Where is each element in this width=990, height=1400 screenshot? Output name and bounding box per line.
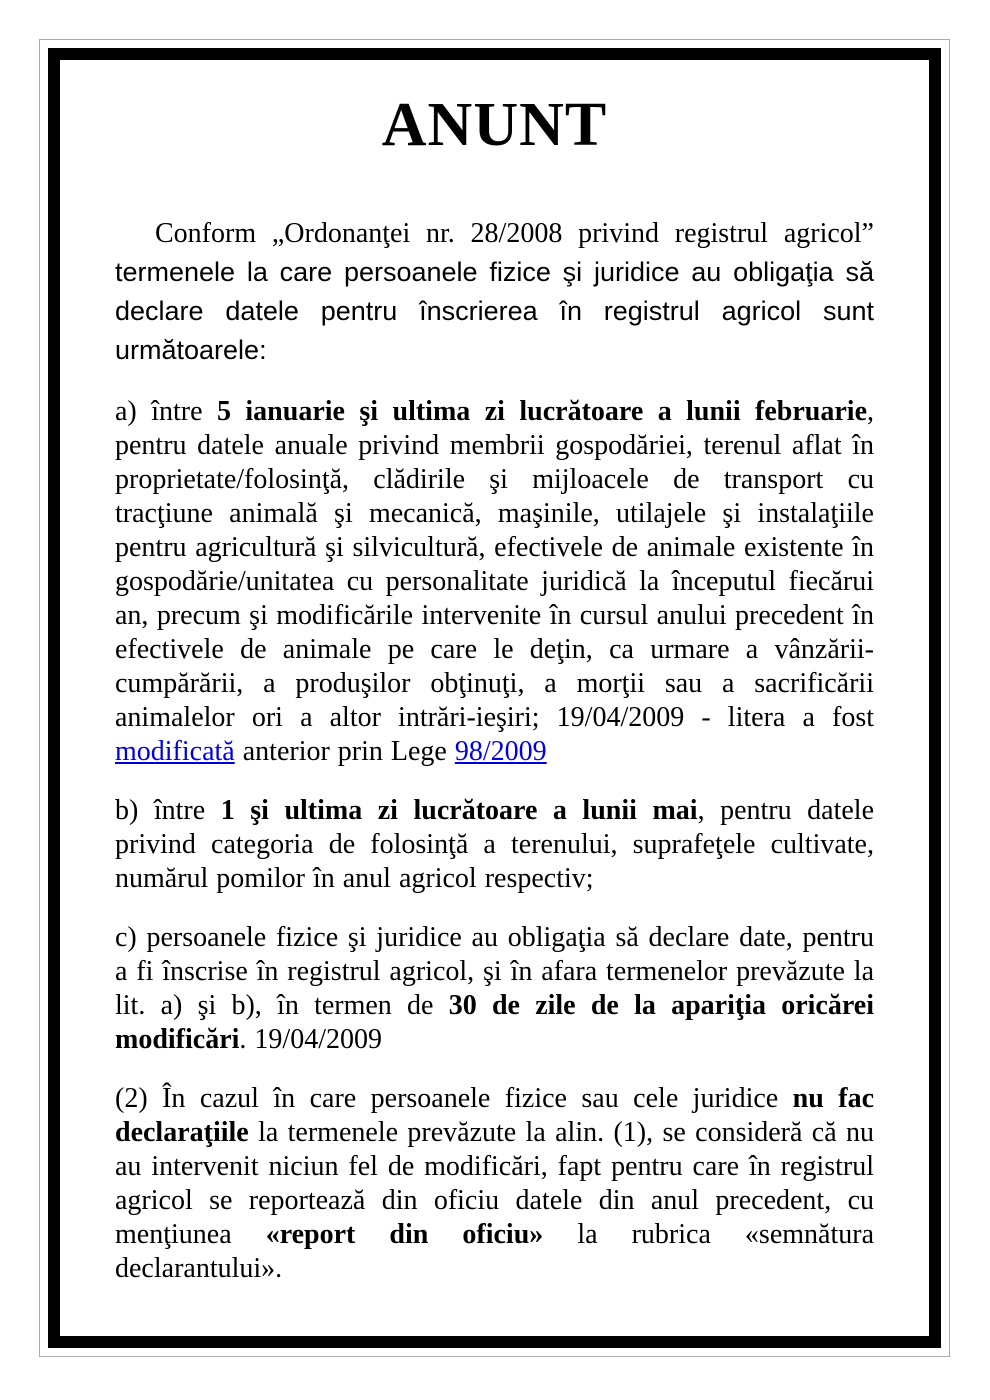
page-title: ANUNT [381, 91, 608, 159]
text-run: a) între [115, 396, 217, 427]
document-paragraphs [115, 214, 874, 1286]
text-run: la rubrica «semnătura declarantului». [115, 1219, 874, 1284]
inline-link[interactable]: modificată [115, 736, 235, 767]
bold-text-run: 5 ianuarie şi ultima zi lucrătoare a lunii februarie [216, 396, 868, 427]
bold-text-run: 1 şi ultima zi lucrătoare a lunii mai [220, 795, 698, 826]
text-run: la termenele prevăzute la alin. (1), se consideră că nu au intervenit niciun fel de modificări, fapt pentru care în registrul agricol se reportează din oficiu datele din anul precedent, cu menţiunea [115, 1117, 874, 1250]
text-run: , pentru datele anuale privind membrii gospodăriei, terenul aflat în proprietate/folosinţă, clădirile şi mijloacele de transport cu tracţiune animală şi mecanică, maşinile, utilajele şi instalaţiile pentru agricultură şi silvicultură, efectivele de animale existente în gospodărie/unitatea cu personalitate juridică la începutul fiecărui an, precum şi modificările intervenite în cursul anului precedent în efectivele de animale pe care le deţin, ca urmare a vânzării-cumpărării, a produşilor obţinuţi, a morţii sau a sacrificării animalelor ori a altor intrări-ieşiri; 19/04/2009 - litera a fost [115, 396, 875, 733]
document-black-frame [48, 48, 941, 1348]
paragraph-intro [115, 214, 874, 370]
text-run: c) persoanele fizice şi juridice au obligaţia să declare date, pentru a fi înscrise în registrul agricol, şi în afara termenelor prevăzute la lit. a) şi b), în termen de [115, 922, 874, 1021]
paragraph-item-a [115, 395, 874, 769]
bold-text-run: nu fac declaraţiile [115, 1083, 874, 1148]
text-run: termenele la care persoanele fizice şi juridice au obligaţia să declare datele pentru înscrierea în registrul agricol sunt următoarele: [115, 257, 874, 365]
text-run: Conform „Ordonanţei nr. 28/2008 privind registrul agricol” [155, 218, 874, 249]
inline-link[interactable]: 98/2009 [454, 736, 547, 767]
text-run: anterior prin Lege [234, 736, 455, 767]
paragraph-item-c [115, 921, 874, 1057]
text-run: b) între [115, 795, 221, 826]
text-run: , pentru datele privind categoria de folosinţă a terenului, suprafeţele cultivate, numărul pomilor în anul agricol respectiv; [115, 795, 874, 894]
bold-text-run: «report din oficiu» [265, 1219, 544, 1250]
document-outer-frame [39, 39, 950, 1357]
text-run: (2) În cazul în care persoanele fizice sau cele juridice [115, 1083, 793, 1114]
bold-text-run: 30 de zile de la apariţia oricărei modificări [115, 990, 874, 1055]
paragraph-item-b [115, 794, 874, 896]
paragraph-item-2 [115, 1082, 874, 1286]
text-run: . 19/04/2009 [239, 1024, 382, 1055]
document-content [60, 60, 929, 1286]
